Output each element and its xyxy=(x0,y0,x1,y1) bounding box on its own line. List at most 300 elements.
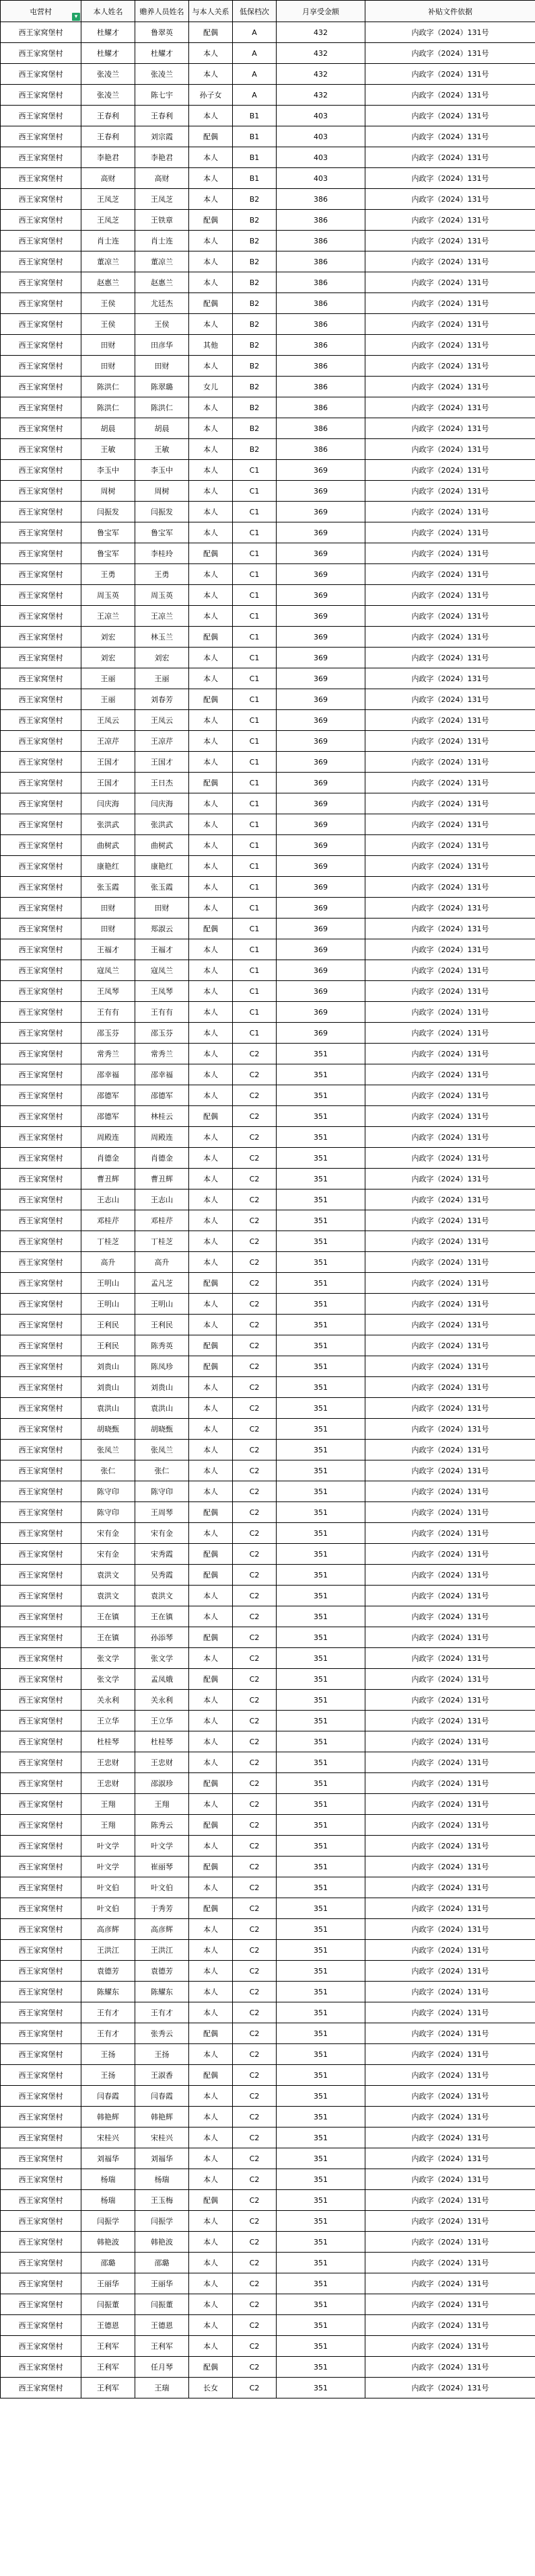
table-row xyxy=(1,1210,535,1231)
cell-relation: 本人 xyxy=(189,1189,233,1210)
cell-monthly-amount: 386 xyxy=(277,251,365,272)
cell-name: 闫春霞 xyxy=(81,2086,135,2107)
table-row xyxy=(1,1877,535,1898)
cell-dependent-name: 孟凡芝 xyxy=(135,1273,189,1294)
cell-monthly-amount: 386 xyxy=(277,293,365,314)
cell-monthly-amount: 369 xyxy=(277,919,365,939)
cell-name: 宋桂兴 xyxy=(81,2128,135,2148)
cell-dependent-name: 王利民 xyxy=(135,1315,189,1335)
cell-village: 西王家窝堡村 xyxy=(1,418,81,439)
cell-document-basis: 内政字（2024）131号 xyxy=(365,168,535,189)
header-document-basis: 补贴文件依据 xyxy=(365,1,535,22)
cell-monthly-amount: 351 xyxy=(277,1148,365,1169)
cell-tier: C2 xyxy=(233,2044,277,2065)
cell-relation: 本人 xyxy=(189,1919,233,1940)
cell-document-basis: 内政字（2024）131号 xyxy=(365,1189,535,1210)
cell-document-basis: 内政字（2024）131号 xyxy=(365,710,535,731)
cell-name: 胡晨 xyxy=(81,418,135,439)
cell-village: 西王家窝堡村 xyxy=(1,2273,81,2294)
table-row xyxy=(1,251,535,272)
cell-relation: 本人 xyxy=(189,2336,233,2357)
cell-monthly-amount: 351 xyxy=(277,1648,365,1669)
cell-monthly-amount: 432 xyxy=(277,64,365,85)
cell-document-basis: 内政字（2024）131号 xyxy=(365,627,535,648)
table-row xyxy=(1,689,535,710)
cell-village: 西王家窝堡村 xyxy=(1,1169,81,1189)
cell-name: 王勇 xyxy=(81,564,135,585)
cell-relation: 本人 xyxy=(189,877,233,898)
cell-monthly-amount: 369 xyxy=(277,648,365,668)
cell-village: 西王家窝堡村 xyxy=(1,1148,81,1169)
table-row xyxy=(1,564,535,585)
cell-tier: B2 xyxy=(233,189,277,210)
cell-document-basis: 内政字（2024）131号 xyxy=(365,773,535,793)
cell-name: 王明山 xyxy=(81,1273,135,1294)
cell-name: 周殿连 xyxy=(81,1127,135,1148)
cell-document-basis: 内政字（2024）131号 xyxy=(365,1398,535,1419)
cell-tier: C2 xyxy=(233,1836,277,1857)
cell-name: 刘福华 xyxy=(81,2148,135,2169)
cell-dependent-name: 王周琴 xyxy=(135,1502,189,1523)
cell-dependent-name: 杜桂琴 xyxy=(135,1731,189,1752)
cell-document-basis: 内政字（2024）131号 xyxy=(365,293,535,314)
table-row xyxy=(1,189,535,210)
cell-village: 西王家窝堡村 xyxy=(1,1815,81,1836)
cell-relation: 本人 xyxy=(189,1731,233,1752)
cell-tier: C1 xyxy=(233,522,277,543)
cell-relation: 本人 xyxy=(189,1690,233,1711)
cell-relation: 本人 xyxy=(189,439,233,460)
cell-village: 西王家窝堡村 xyxy=(1,981,81,1002)
cell-document-basis: 内政字（2024）131号 xyxy=(365,64,535,85)
cell-monthly-amount: 351 xyxy=(277,1669,365,1690)
table-row xyxy=(1,960,535,981)
table-row xyxy=(1,585,535,606)
cell-dependent-name: 王敏 xyxy=(135,439,189,460)
cell-tier: C1 xyxy=(233,460,277,481)
cell-monthly-amount: 351 xyxy=(277,1085,365,1106)
cell-village: 西王家窝堡村 xyxy=(1,126,81,147)
cell-name: 邵幸福 xyxy=(81,1064,135,1085)
cell-relation: 本人 xyxy=(189,272,233,293)
cell-monthly-amount: 351 xyxy=(277,1857,365,1877)
cell-name: 王扬 xyxy=(81,2065,135,2086)
cell-tier: C1 xyxy=(233,1002,277,1023)
cell-tier: C2 xyxy=(233,1627,277,1648)
cell-village: 西王家窝堡村 xyxy=(1,2107,81,2128)
table-row xyxy=(1,1169,535,1189)
cell-document-basis: 内政字（2024）131号 xyxy=(365,1836,535,1857)
cell-relation: 配偶 xyxy=(189,1627,233,1648)
cell-tier: C1 xyxy=(233,939,277,960)
cell-dependent-name: 王丽华 xyxy=(135,2273,189,2294)
cell-name: 张玉霞 xyxy=(81,877,135,898)
cell-village: 西王家窝堡村 xyxy=(1,1648,81,1669)
cell-monthly-amount: 369 xyxy=(277,835,365,856)
cell-monthly-amount: 369 xyxy=(277,502,365,522)
cell-village: 西王家窝堡村 xyxy=(1,2148,81,2169)
cell-relation: 配偶 xyxy=(189,1544,233,1565)
cell-relation: 配偶 xyxy=(189,126,233,147)
cell-relation: 本人 xyxy=(189,2044,233,2065)
cell-tier: C2 xyxy=(233,1877,277,1898)
cell-document-basis: 内政字（2024）131号 xyxy=(365,1127,535,1148)
cell-village: 西王家窝堡村 xyxy=(1,856,81,877)
cell-relation: 配偶 xyxy=(189,689,233,710)
cell-village: 西王家窝堡村 xyxy=(1,1606,81,1627)
cell-name: 杜耀才 xyxy=(81,43,135,64)
cell-name: 闫庆海 xyxy=(81,793,135,814)
cell-dependent-name: 杜耀才 xyxy=(135,43,189,64)
cell-tier: C2 xyxy=(233,1460,277,1481)
table-row xyxy=(1,1711,535,1731)
cell-monthly-amount: 351 xyxy=(277,1356,365,1377)
table-row xyxy=(1,1815,535,1836)
cell-tier: C1 xyxy=(233,564,277,585)
cell-name: 王丽 xyxy=(81,668,135,689)
cell-relation: 本人 xyxy=(189,1836,233,1857)
cell-village: 西王家窝堡村 xyxy=(1,85,81,106)
cell-relation: 本人 xyxy=(189,2211,233,2232)
cell-document-basis: 内政字（2024）131号 xyxy=(365,522,535,543)
cell-document-basis: 内政字（2024）131号 xyxy=(365,147,535,168)
cell-relation: 配偶 xyxy=(189,22,233,43)
cell-monthly-amount: 351 xyxy=(277,1294,365,1315)
cell-dependent-name: 王有才 xyxy=(135,2002,189,2023)
cell-name: 陈守印 xyxy=(81,1502,135,1523)
cell-monthly-amount: 351 xyxy=(277,2086,365,2107)
cell-dependent-name: 王玉梅 xyxy=(135,2190,189,2211)
cell-relation: 配偶 xyxy=(189,543,233,564)
cell-document-basis: 内政字（2024）131号 xyxy=(365,1148,535,1169)
cell-tier: C2 xyxy=(233,1502,277,1523)
cell-document-basis: 内政字（2024）131号 xyxy=(365,1815,535,1836)
header-tier: 低保档次 xyxy=(233,1,277,22)
table-row xyxy=(1,231,535,251)
cell-village: 西王家窝堡村 xyxy=(1,2065,81,2086)
cell-tier: C1 xyxy=(233,814,277,835)
cell-dependent-name: 刘贵山 xyxy=(135,1377,189,1398)
cell-relation: 本人 xyxy=(189,2128,233,2148)
cell-monthly-amount: 351 xyxy=(277,1419,365,1440)
cell-dependent-name: 陈秀英 xyxy=(135,1335,189,1356)
cell-name: 陈耀东 xyxy=(81,1982,135,2002)
cell-relation: 本人 xyxy=(189,1752,233,1773)
cell-relation: 本人 xyxy=(189,814,233,835)
cell-document-basis: 内政字（2024）131号 xyxy=(365,1898,535,1919)
cell-dependent-name: 张玉霞 xyxy=(135,877,189,898)
cell-monthly-amount: 351 xyxy=(277,1606,365,1627)
table-row xyxy=(1,147,535,168)
cell-tier: C2 xyxy=(233,1356,277,1377)
cell-document-basis: 内政字（2024）131号 xyxy=(365,1294,535,1315)
cell-document-basis: 内政字（2024）131号 xyxy=(365,877,535,898)
cell-dependent-name: 王铁章 xyxy=(135,210,189,231)
cell-monthly-amount: 351 xyxy=(277,2107,365,2128)
cell-document-basis: 内政字（2024）131号 xyxy=(365,1231,535,1252)
cell-tier: C1 xyxy=(233,731,277,752)
cell-village: 西王家窝堡村 xyxy=(1,481,81,502)
cell-tier: B2 xyxy=(233,397,277,418)
cell-name: 刘宏 xyxy=(81,648,135,668)
cell-document-basis: 内政字（2024）131号 xyxy=(365,2253,535,2273)
cell-relation: 本人 xyxy=(189,1064,233,1085)
cell-village: 西王家窝堡村 xyxy=(1,668,81,689)
table-row xyxy=(1,2294,535,2315)
cell-tier: C2 xyxy=(233,2232,277,2253)
cell-document-basis: 内政字（2024）131号 xyxy=(365,210,535,231)
cell-monthly-amount: 369 xyxy=(277,1002,365,1023)
cell-relation: 本人 xyxy=(189,1002,233,1023)
cell-tier: C1 xyxy=(233,773,277,793)
cell-name: 刘贵山 xyxy=(81,1377,135,1398)
cell-monthly-amount: 369 xyxy=(277,731,365,752)
cell-village: 西王家窝堡村 xyxy=(1,1940,81,1961)
cell-dependent-name: 王凉兰 xyxy=(135,606,189,627)
cell-document-basis: 内政字（2024）131号 xyxy=(365,2336,535,2357)
table-row xyxy=(1,1836,535,1857)
cell-name: 王侯 xyxy=(81,293,135,314)
cell-document-basis: 内政字（2024）131号 xyxy=(365,1377,535,1398)
cell-relation: 本人 xyxy=(189,606,233,627)
cell-relation: 本人 xyxy=(189,939,233,960)
cell-tier: B2 xyxy=(233,335,277,356)
cell-monthly-amount: 369 xyxy=(277,793,365,814)
cell-document-basis: 内政字（2024）131号 xyxy=(365,898,535,919)
cell-document-basis: 内政字（2024）131号 xyxy=(365,1586,535,1606)
cell-tier: C1 xyxy=(233,502,277,522)
table-row xyxy=(1,1315,535,1335)
cell-monthly-amount: 351 xyxy=(277,1273,365,1294)
cell-village: 西王家窝堡村 xyxy=(1,752,81,773)
cell-relation: 配偶 xyxy=(189,2357,233,2378)
cell-tier: C1 xyxy=(233,752,277,773)
cell-relation: 配偶 xyxy=(189,1565,233,1586)
cell-document-basis: 内政字（2024）131号 xyxy=(365,1044,535,1064)
cell-village: 西王家窝堡村 xyxy=(1,1586,81,1606)
cell-monthly-amount: 351 xyxy=(277,2023,365,2044)
cell-name: 王春利 xyxy=(81,126,135,147)
cell-name: 王利民 xyxy=(81,1315,135,1335)
cell-relation: 本人 xyxy=(189,1148,233,1169)
cell-relation: 本人 xyxy=(189,1523,233,1544)
table-row xyxy=(1,2232,535,2253)
cell-tier: B2 xyxy=(233,418,277,439)
cell-dependent-name: 李玉中 xyxy=(135,460,189,481)
cell-name: 叶文学 xyxy=(81,1857,135,1877)
cell-document-basis: 内政字（2024）131号 xyxy=(365,43,535,64)
cell-tier: C2 xyxy=(233,1940,277,1961)
table-row xyxy=(1,1648,535,1669)
cell-tier: B2 xyxy=(233,251,277,272)
cell-tier: B2 xyxy=(233,272,277,293)
cell-monthly-amount: 351 xyxy=(277,1752,365,1773)
cell-document-basis: 内政字（2024）131号 xyxy=(365,2232,535,2253)
cell-document-basis: 内政字（2024）131号 xyxy=(365,2148,535,2169)
cell-name: 袁洪山 xyxy=(81,1398,135,1419)
cell-relation: 本人 xyxy=(189,106,233,126)
cell-name: 李玉中 xyxy=(81,460,135,481)
table-row xyxy=(1,2315,535,2336)
cell-village: 西王家窝堡村 xyxy=(1,2169,81,2190)
cell-tier: C2 xyxy=(233,1731,277,1752)
cell-relation: 本人 xyxy=(189,1606,233,1627)
cell-name: 陈洪仁 xyxy=(81,377,135,397)
cell-dependent-name: 周玉英 xyxy=(135,585,189,606)
cell-dependent-name: 陈洪仁 xyxy=(135,397,189,418)
cell-village: 西王家窝堡村 xyxy=(1,460,81,481)
cell-name: 张凤兰 xyxy=(81,1440,135,1460)
header-village[interactable] xyxy=(1,1,81,22)
table-row xyxy=(1,793,535,814)
cell-village: 西王家窝堡村 xyxy=(1,43,81,64)
cell-monthly-amount: 369 xyxy=(277,898,365,919)
table-row xyxy=(1,2023,535,2044)
cell-relation: 女儿 xyxy=(189,377,233,397)
cell-tier: C2 xyxy=(233,2086,277,2107)
header-dependent-name: 赡养人员姓名 xyxy=(135,1,189,22)
cell-monthly-amount: 351 xyxy=(277,1106,365,1127)
cell-name: 常秀兰 xyxy=(81,1044,135,1064)
cell-tier: C2 xyxy=(233,2294,277,2315)
cell-monthly-amount: 351 xyxy=(277,1252,365,1273)
cell-village: 西王家窝堡村 xyxy=(1,1377,81,1398)
cell-tier: C2 xyxy=(233,2169,277,2190)
table-row xyxy=(1,460,535,481)
cell-tier: A xyxy=(233,85,277,106)
cell-village: 西王家窝堡村 xyxy=(1,106,81,126)
cell-monthly-amount: 351 xyxy=(277,2232,365,2253)
cell-relation: 本人 xyxy=(189,397,233,418)
cell-name: 王德恩 xyxy=(81,2315,135,2336)
cell-dependent-name: 王丽 xyxy=(135,668,189,689)
cell-village: 西王家窝堡村 xyxy=(1,543,81,564)
cell-dependent-name: 高彦辉 xyxy=(135,1919,189,1940)
cell-relation: 本人 xyxy=(189,1315,233,1335)
cell-relation: 配偶 xyxy=(189,1815,233,1836)
cell-tier: C2 xyxy=(233,1961,277,1982)
cell-tier: C1 xyxy=(233,648,277,668)
cell-name: 王洪江 xyxy=(81,1940,135,1961)
cell-monthly-amount: 369 xyxy=(277,939,365,960)
cell-relation: 本人 xyxy=(189,752,233,773)
cell-document-basis: 内政字（2024）131号 xyxy=(365,960,535,981)
cell-name: 寇凤兰 xyxy=(81,960,135,981)
table-row xyxy=(1,1606,535,1627)
cell-dependent-name: 崔丽琴 xyxy=(135,1857,189,1877)
cell-tier: C2 xyxy=(233,1377,277,1398)
cell-village: 西王家窝堡村 xyxy=(1,1440,81,1460)
cell-village: 西王家窝堡村 xyxy=(1,2023,81,2044)
cell-village: 西王家窝堡村 xyxy=(1,1106,81,1127)
cell-tier: C1 xyxy=(233,1023,277,1044)
cell-relation: 本人 xyxy=(189,1586,233,1606)
cell-dependent-name: 林玉兰 xyxy=(135,627,189,648)
cell-document-basis: 内政字（2024）131号 xyxy=(365,2044,535,2065)
cell-name: 王利军 xyxy=(81,2357,135,2378)
cell-tier: C2 xyxy=(233,1127,277,1148)
cell-relation: 配偶 xyxy=(189,1273,233,1294)
cell-document-basis: 内政字（2024）131号 xyxy=(365,1752,535,1773)
cell-relation: 本人 xyxy=(189,1711,233,1731)
cell-dependent-name: 陈翠璐 xyxy=(135,377,189,397)
cell-dependent-name: 王日杰 xyxy=(135,773,189,793)
cell-relation: 本人 xyxy=(189,460,233,481)
cell-name: 袁洪文 xyxy=(81,1586,135,1606)
cell-monthly-amount: 351 xyxy=(277,2128,365,2148)
cell-document-basis: 内政字（2024）131号 xyxy=(365,189,535,210)
cell-dependent-name: 张仁 xyxy=(135,1460,189,1481)
cell-document-basis: 内政字（2024）131号 xyxy=(365,1877,535,1898)
cell-tier: B2 xyxy=(233,293,277,314)
cell-relation: 本人 xyxy=(189,502,233,522)
cell-dependent-name: 尤廷杰 xyxy=(135,293,189,314)
table-row xyxy=(1,1773,535,1794)
cell-village: 西王家窝堡村 xyxy=(1,877,81,898)
cell-document-basis: 内政字（2024）131号 xyxy=(365,1627,535,1648)
cell-document-basis: 内政字（2024）131号 xyxy=(365,231,535,251)
cell-document-basis: 内政字（2024）131号 xyxy=(365,835,535,856)
cell-relation: 配偶 xyxy=(189,773,233,793)
cell-dependent-name: 王福才 xyxy=(135,939,189,960)
cell-village: 西王家窝堡村 xyxy=(1,1315,81,1335)
cell-document-basis: 内政字（2024）131号 xyxy=(365,2086,535,2107)
cell-relation: 本人 xyxy=(189,1460,233,1481)
cell-monthly-amount: 369 xyxy=(277,543,365,564)
table-row xyxy=(1,1565,535,1586)
filter-icon[interactable]: ▾ xyxy=(72,13,80,21)
cell-monthly-amount: 369 xyxy=(277,564,365,585)
table-row xyxy=(1,1961,535,1982)
cell-monthly-amount: 351 xyxy=(277,1544,365,1565)
cell-name: 闫振董 xyxy=(81,2294,135,2315)
cell-monthly-amount: 386 xyxy=(277,418,365,439)
cell-name: 杨瑞 xyxy=(81,2190,135,2211)
cell-dependent-name: 宋桂兴 xyxy=(135,2128,189,2148)
cell-name: 杜桂琴 xyxy=(81,1731,135,1752)
cell-village: 西王家窝堡村 xyxy=(1,1794,81,1815)
table-row xyxy=(1,1023,535,1044)
cell-village: 西王家窝堡村 xyxy=(1,210,81,231)
cell-village: 西王家窝堡村 xyxy=(1,919,81,939)
cell-name: 杨瑞 xyxy=(81,2169,135,2190)
cell-tier: C2 xyxy=(233,1982,277,2002)
cell-monthly-amount: 403 xyxy=(277,147,365,168)
cell-name: 田财 xyxy=(81,335,135,356)
cell-document-basis: 内政字（2024）131号 xyxy=(365,668,535,689)
cell-name: 王福才 xyxy=(81,939,135,960)
cell-name: 肖德金 xyxy=(81,1148,135,1169)
cell-dependent-name: 王凤琴 xyxy=(135,981,189,1002)
cell-relation: 本人 xyxy=(189,793,233,814)
table-row xyxy=(1,272,535,293)
cell-monthly-amount: 351 xyxy=(277,2253,365,2273)
cell-monthly-amount: 369 xyxy=(277,877,365,898)
cell-dependent-name: 常秀兰 xyxy=(135,1044,189,1064)
cell-name: 王忠财 xyxy=(81,1773,135,1794)
table-row xyxy=(1,1669,535,1690)
cell-monthly-amount: 351 xyxy=(277,2378,365,2398)
cell-dependent-name: 王翔 xyxy=(135,1794,189,1815)
cell-relation: 本人 xyxy=(189,43,233,64)
cell-monthly-amount: 369 xyxy=(277,773,365,793)
table-row xyxy=(1,1731,535,1752)
cell-tier: C2 xyxy=(233,1919,277,1940)
cell-dependent-name: 王德恩 xyxy=(135,2315,189,2336)
cell-document-basis: 内政字（2024）131号 xyxy=(365,1419,535,1440)
cell-name: 刘宏 xyxy=(81,627,135,648)
table-row xyxy=(1,2357,535,2378)
